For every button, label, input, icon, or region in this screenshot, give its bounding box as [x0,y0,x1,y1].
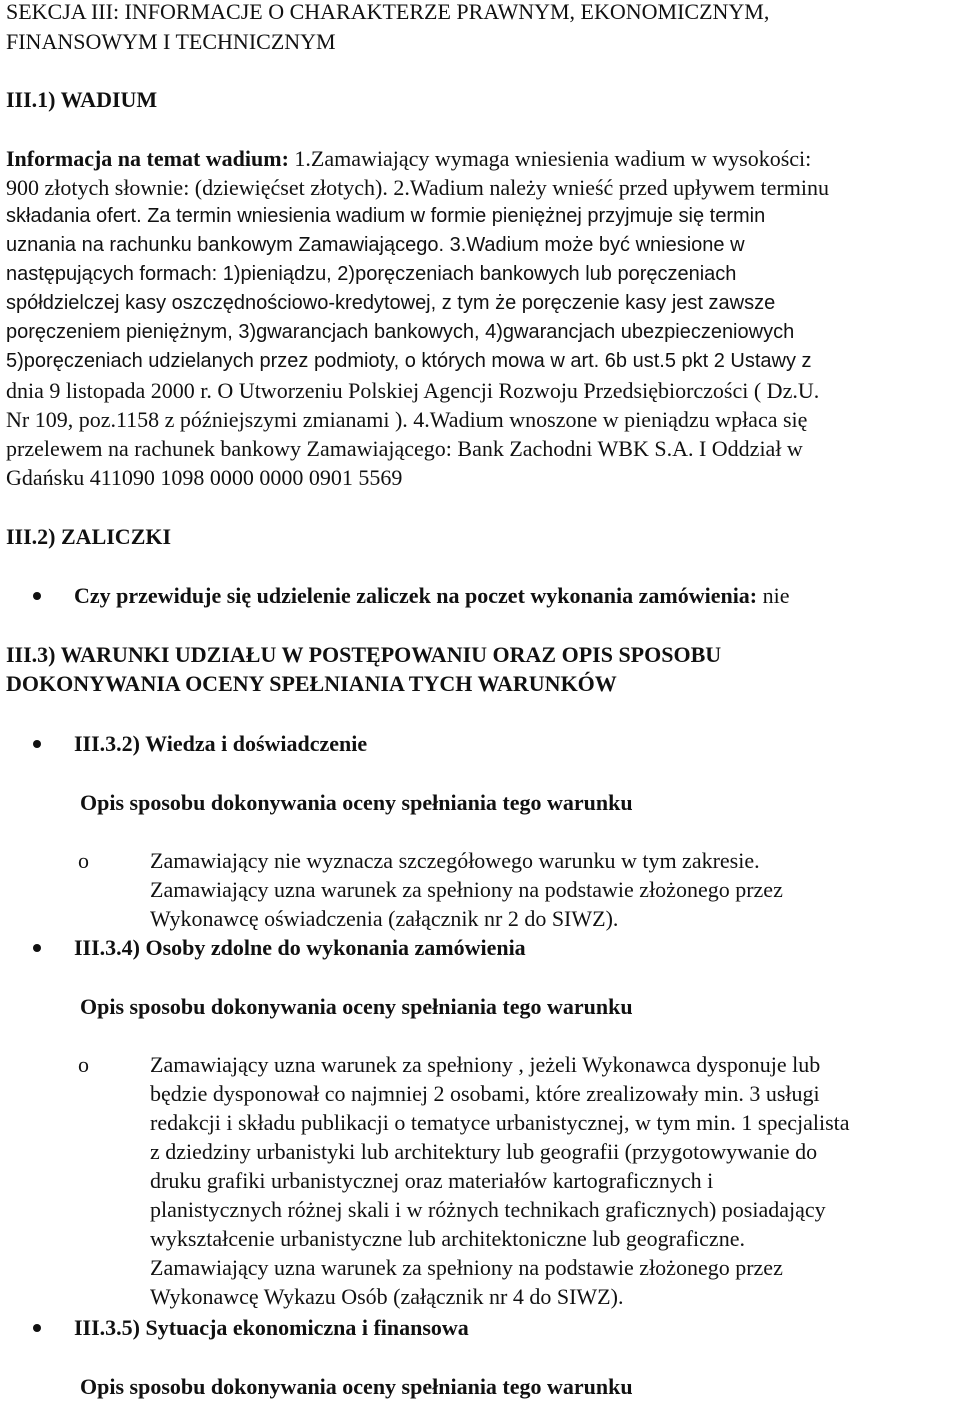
warunki-heading-line-1: III.3) WARUNKI UDZIAŁU W POSTĘPOWANIU ORAZ OPIS SPOSOBU [6,642,722,667]
warunki-heading [6,640,721,698]
w4-opis-label: Opis sposobu dokonywania oceny spełniania tego warunku [80,994,633,1019]
w4-line-8: Zamawiający uzna warunek za spełniony na podstawie złożonego przez [150,1255,783,1280]
w4-line-5: druku grafiki urbanistycznej oraz materiałów kartograficznych i [150,1168,714,1193]
sub-bullet-icon: o [78,848,89,873]
w2-opis-label: Opis sposobu dokonywania oceny spełniania tego warunku [80,790,633,815]
wadium-line-11: przelewem na rachunek bankowy Zamawiającego: Bank Zachodni WBK S.A. I Oddział w [6,436,803,461]
w4-item [0,933,526,962]
wadium-label: Informacja na temat wadium: [6,146,289,171]
w2-heading: III.3.2) Wiedza i doświadczenie [74,731,368,756]
zaliczki-answer: nie [757,583,790,608]
w4-line-9: Wykonawcę Wykazu Osób (załącznik nr 4 do SIWZ). [150,1284,624,1309]
w2-line-2: Zamawiający uzna warunek za spełniony na podstawie złożonego przez [150,877,783,902]
zaliczki-heading: III.2) ZALICZKI [6,524,172,549]
w2-sub-item [0,846,783,933]
w5-opis-label: Opis sposobu dokonywania oceny spełniania tego warunku [80,1374,633,1399]
wadium-line-8: 5)poręczeniach udzielanych przez podmioty, o których mowa w art. 6b ust.5 pkt 2 Ustawy z [6,350,812,372]
w4-heading: III.3.4) Osoby zdolne do wykonania zamówienia [74,935,526,960]
wadium-line-9: dnia 9 listopada 2000 r. O Utworzeniu Polskiej Agencji Rozwoju Przedsiębiorczości ( Dz.U. [6,378,820,403]
wadium-heading: III.1) WADIUM [6,87,158,112]
w4-line-1: Zamawiający uzna warunek za spełniony , jeżeli Wykonawca dysponuje lub [150,1052,821,1077]
w2-item [0,729,367,758]
warunki-heading-line-2: DOKONYWANIA OCENY SPEŁNIANIA TYCH WARUNKÓW [6,671,617,696]
wadium-line-5: następujących formach: 1)pieniądzu, 2)poręczeniach bankowych lub poręczeniach [6,263,737,285]
wadium-line-6: spółdzielczej kasy oszczędnościowo-kredytowej, z tym że poręczenie kasy jest zawsze [6,292,776,314]
section-title-line-2: FINANSOWYM I TECHNICZNYM [6,29,336,54]
w4-line-6: planistycznych różnej skali i w różnych technikach graficznych) posiadający [150,1197,826,1222]
zaliczki-item [0,581,790,610]
w4-line-4: z dziedziny urbanistyki lub architektury lub geografii (przygotowywanie do [150,1139,818,1164]
w2-line-3: Wykonawcę oświadczenia (załącznik nr 2 do SIWZ). [150,906,619,931]
wadium-paragraph [6,144,829,492]
bullet-icon [33,740,41,748]
wadium-line-2: 900 złotych słownie: (dziewięćset złotych). 2.Wadium należy wnieść przed upływem terminu [6,175,829,200]
sub-bullet-icon: o [78,1052,89,1077]
w4-line-3: redakcji i składu publikacji o tematyce urbanistycznej, w tym min. 1 specjalista [150,1110,850,1135]
bullet-icon [33,592,41,600]
section-title [6,0,769,56]
wadium-line-10: Nr 109, poz.1158 z późniejszymi zmianami ). 4.Wadium wnoszone w pieniądzu wpłaca się [6,407,808,432]
w4-line-2: będzie dysponował co najmniej 2 osobami, które zrealizowały min. 3 usługi [150,1081,820,1106]
w5-heading: III.3.5) Sytuacja ekonomiczna i finansowa [74,1315,469,1340]
zaliczki-question: Czy przewiduje się udzielenie zaliczek na poczet wykonania zamówienia: [74,583,758,608]
wadium-line-12: Gdańsku 411090 1098 0000 0000 0901 5569 [6,465,403,490]
wadium-line-3: składania ofert. Za termin wniesienia wadium w formie pieniężnej przyjmuje się termin [6,205,766,227]
w5-item [0,1313,469,1342]
section-title-line-1: SEKCJA III: INFORMACJE O CHARAKTERZE PRAWNYM, EKONOMICZNYM, [6,0,770,24]
w4-sub-item [0,1050,850,1311]
wadium-line-4: uznania na rachunku bankowym Zamawiającego. 3.Wadium może być wniesione w [6,234,745,256]
bullet-icon [33,1324,41,1332]
wadium-line-1: 1.Zamawiający wymaga wniesienia wadium w wysokości: [288,146,812,171]
w2-line-1: Zamawiający nie wyznacza szczegółowego warunku w tym zakresie. [150,848,760,873]
w4-line-7: wykształcenie urbanistyczne lub architektoniczne lub geograficzne. [150,1226,745,1251]
wadium-line-7: poręczeniem pieniężnym, 3)gwarancjach bankowych, 4)gwarancjach ubezpieczeniowych [6,321,795,343]
bullet-icon [33,944,41,952]
